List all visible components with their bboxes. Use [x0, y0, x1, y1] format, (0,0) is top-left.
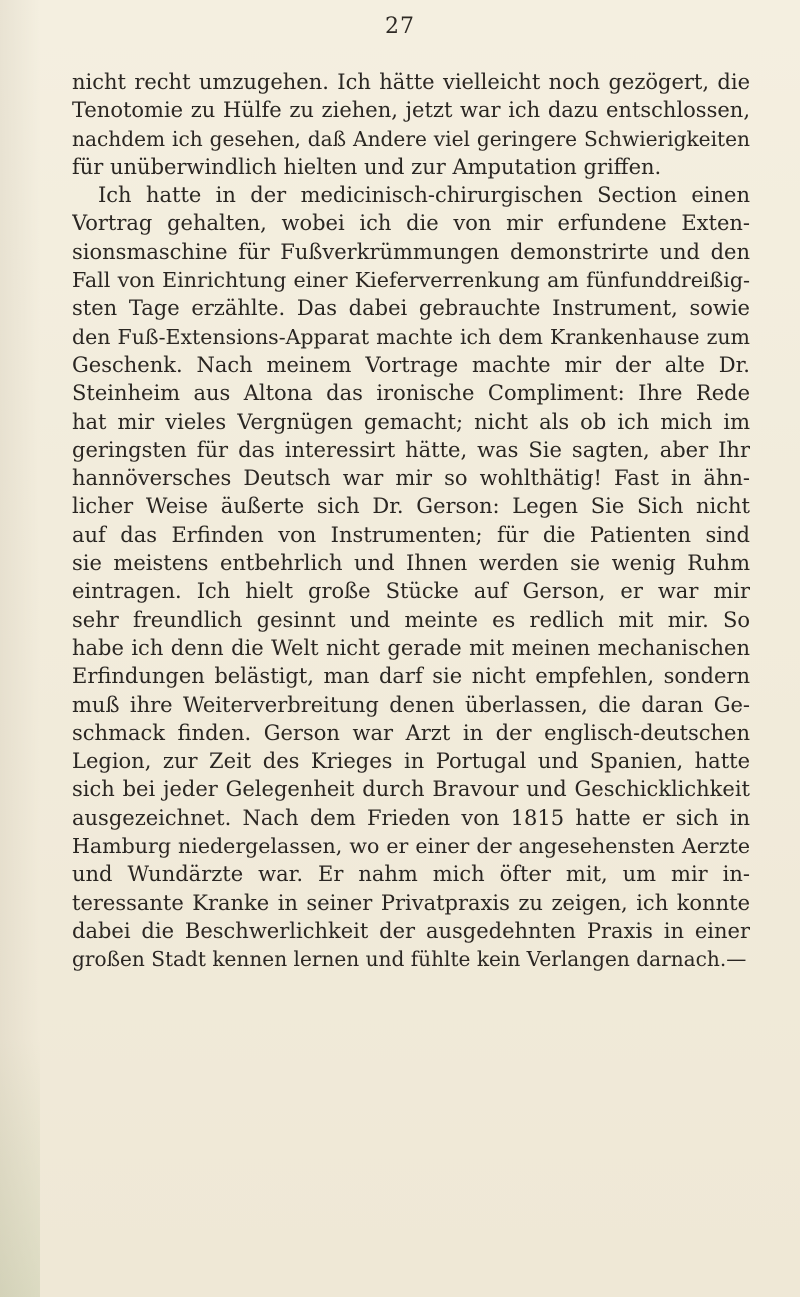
- text-line: für unüberwindlich hielten und zur Amputation griffen.: [72, 154, 662, 179]
- paragraph-start-line: Ich hatte in der medicinisch-chirurgischen Section einen: [98, 183, 750, 208]
- text-line: auf das Erfinden von Instrumenten; für die Patienten sind: [72, 522, 750, 547]
- text-line: den Fuß-Extensions-Apparat machte ich dem Krankenhause zum: [72, 324, 750, 349]
- paper-stain: [0, 1037, 40, 1297]
- text-line: sehr freundlich gesinnt und meinte es redlich mit mir. So: [72, 607, 750, 632]
- text-line: teressante Kranke in seiner Privatpraxis zu zeigen, ich konnte: [72, 890, 750, 915]
- text-line: sten Tage erzählte. Das dabei gebrauchte Instrument, sowie: [72, 296, 750, 321]
- text-line: Hamburg niedergelassen, wo er einer der angesehensten Aerzte: [72, 834, 750, 859]
- text-line: sie meistens entbehrlich und Ihnen werden sie wenig Ruhm: [72, 551, 750, 576]
- body-text: [72, 68, 750, 974]
- text-line: habe ich denn die Welt nicht gerade mit meinen mechanischen: [72, 635, 750, 660]
- text-line: Steinheim aus Altona das ironische Compliment: Ihre Rede: [72, 381, 750, 406]
- text-line: Tenotomie zu Hülfe zu ziehen, jetzt war ich dazu entschlossen,: [72, 98, 750, 123]
- text-line: sich bei jeder Gelegenheit durch Bravour und Geschicklichkeit: [72, 777, 750, 802]
- text-line: schmack finden. Gerson war Arzt in der englisch-deutschen: [72, 720, 750, 745]
- text-line: und Wundärzte war. Er nahm mich öfter mit, um mir in-: [72, 862, 750, 887]
- text-line: hannöversches Deutsch war mir so wohlthätig! Fast in ähn-: [72, 466, 750, 491]
- text-line: Fall von Einrichtung einer Kieferverrenkung am fünfunddreißig-: [72, 268, 750, 293]
- text-line: Geschenk. Nach meinem Vortrage machte mir der alte Dr.: [72, 352, 750, 377]
- text-line: Erfindungen belästigt, man darf sie nicht empfehlen, sondern: [72, 664, 750, 689]
- text-line: nachdem ich gesehen, daß Andere viel geringere Schwierigkeiten: [72, 126, 750, 151]
- text-line: geringsten für das interessirt hätte, was Sie sagten, aber Ihr: [72, 437, 750, 462]
- text-line: licher Weise äußerte sich Dr. Gerson: Legen Sie Sich nicht: [72, 494, 750, 519]
- text-line: eintragen. Ich hielt große Stücke auf Gerson, er war mir: [72, 579, 750, 604]
- text-line: ausgezeichnet. Nach dem Frieden von 1815 hatte er sich in: [72, 805, 750, 830]
- page-number: 27: [385, 14, 415, 39]
- text-line: muß ihre Weiterverbreitung denen überlassen, die daran Ge-: [72, 692, 750, 717]
- text-line: dabei die Beschwerlichkeit der ausgedehnten Praxis in einer: [72, 918, 750, 943]
- text-line: hat mir vieles Vergnügen gemacht; nicht als ob ich mich im: [72, 409, 750, 434]
- text-line: sionsmaschine für Fußverkrümmungen demonstrirte und den: [72, 239, 750, 264]
- text-line: Vortrag gehalten, wobei ich die von mir erfundene Exten-: [72, 211, 750, 236]
- text-line: großen Stadt kennen lernen und fühlte kein Verlangen darnach.—: [72, 947, 747, 972]
- text-line: nicht recht umzugehen. Ich hätte vielleicht noch gezögert, die: [72, 70, 750, 94]
- text-line: Legion, zur Zeit des Krieges in Portugal und Spanien, hatte: [72, 749, 750, 774]
